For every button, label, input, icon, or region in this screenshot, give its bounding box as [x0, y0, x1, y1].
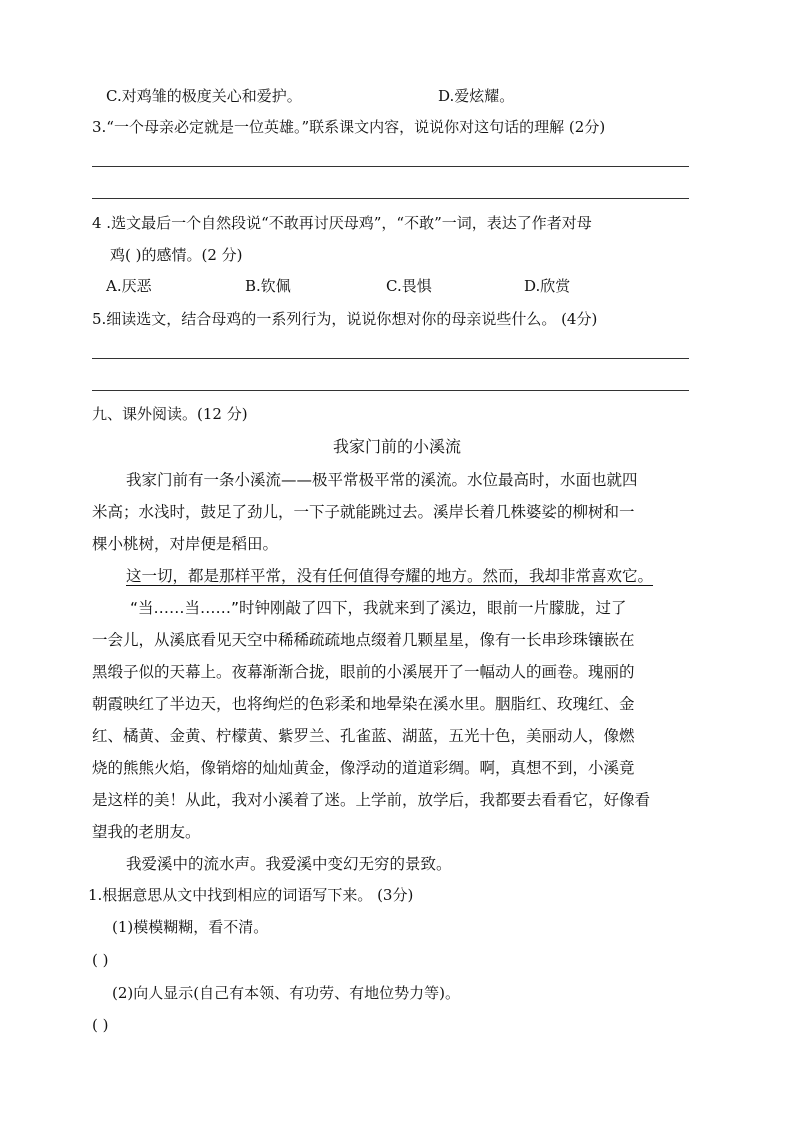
option-c: C.对鸡雏的极度关心和爱护。: [106, 87, 302, 105]
option-c: C.畏惧: [386, 277, 432, 295]
passage-title: 我家门前的小溪流: [332, 437, 461, 456]
question-9-1: 1.根据意思从文中找到相应的词语写下来。 (3分): [88, 886, 414, 904]
option-a: A.厌恶: [106, 277, 152, 295]
passage-line: 望我的老朋友。: [92, 823, 201, 841]
underlined-sentence: 这一切，都是那样平常，没有任何值得夸耀的地方。然而，我却非常喜欢它。: [126, 567, 654, 585]
section-heading: 九、课外阅读。(12 分): [92, 405, 248, 423]
passage-line: 黑缎子似的天幕上。夜幕渐渐合拢，眼前的小溪展开了一幅动人的画卷。瑰丽的: [92, 663, 635, 681]
answer-line: [92, 198, 689, 199]
question-3: 3.“一个母亲必定就是一位英雄。”联系课文内容，说说你对这句话的理解 (2分): [92, 118, 606, 136]
passage-line: 烧的熊熊火焰，像销熔的灿灿黄金，像浮动的道道彩绸。啊，真想不到，小溪竟: [92, 759, 635, 777]
passage-line: 我爱溪中的流水声。我爱溪中变幻无穷的景致。: [126, 855, 452, 873]
passage-line: 一会儿，从溪底看见天空中稀稀疏疏地点缀着几颗星星，像有一长串珍珠镶嵌在: [92, 631, 635, 649]
question-4-line2: 鸡( )的感情。(2 分): [110, 246, 243, 264]
passage-line: 朝霞映红了半边天，也将绚烂的色彩柔和地晕染在溪水里。胭脂红、玫瑰红、金: [92, 695, 635, 713]
answer-line: [92, 390, 689, 391]
answer-blank: ( ): [92, 951, 109, 969]
option-b: B.钦佩: [245, 277, 291, 295]
option-d: D.欣赏: [524, 277, 571, 295]
question-9-1-item2: (2)向人显示(自己有本领、有功劳、有地位势力等)。: [112, 984, 460, 1002]
passage-line: “当……当……”时钟刚敲了四下，我就来到了溪边，眼前一片朦胧，过了: [130, 599, 627, 617]
answer-line: [92, 358, 689, 359]
question-9-1-item1: (1)模模糊糊，看不清。: [112, 918, 269, 936]
question-5: 5.细读选文，结合母鸡的一系列行为，说说你想对你的母亲说些什么。 (4分): [92, 310, 598, 328]
answer-blank: ( ): [92, 1016, 109, 1034]
option-d: D.爱炫耀。: [438, 87, 515, 105]
passage-line: 是这样的美！从此，我对小溪着了迷。上学前，放学后，我都要去看看它，好像看: [92, 791, 651, 809]
question-4-line1: 4 .选文最后一个自然段说“不敢再讨厌母鸡”，“不敢”一词，表达了作者对母: [92, 214, 592, 232]
passage-line: 米高；水浅时，鼓足了劲儿，一下子就能跳过去。溪岸长着几株婆娑的柳树和一: [92, 503, 635, 521]
passage-line: 我家门前有一条小溪流——极平常极平常的溪流。水位最高时，水面也就四: [126, 471, 638, 489]
passage-line: 棵小桃树，对岸便是稻田。: [92, 535, 279, 553]
answer-line: [92, 166, 689, 167]
passage-line: 红、橘黄、金黄、柠檬黄、紫罗兰、孔雀蓝、湖蓝，五光十色，美丽动人，像燃: [92, 727, 635, 745]
